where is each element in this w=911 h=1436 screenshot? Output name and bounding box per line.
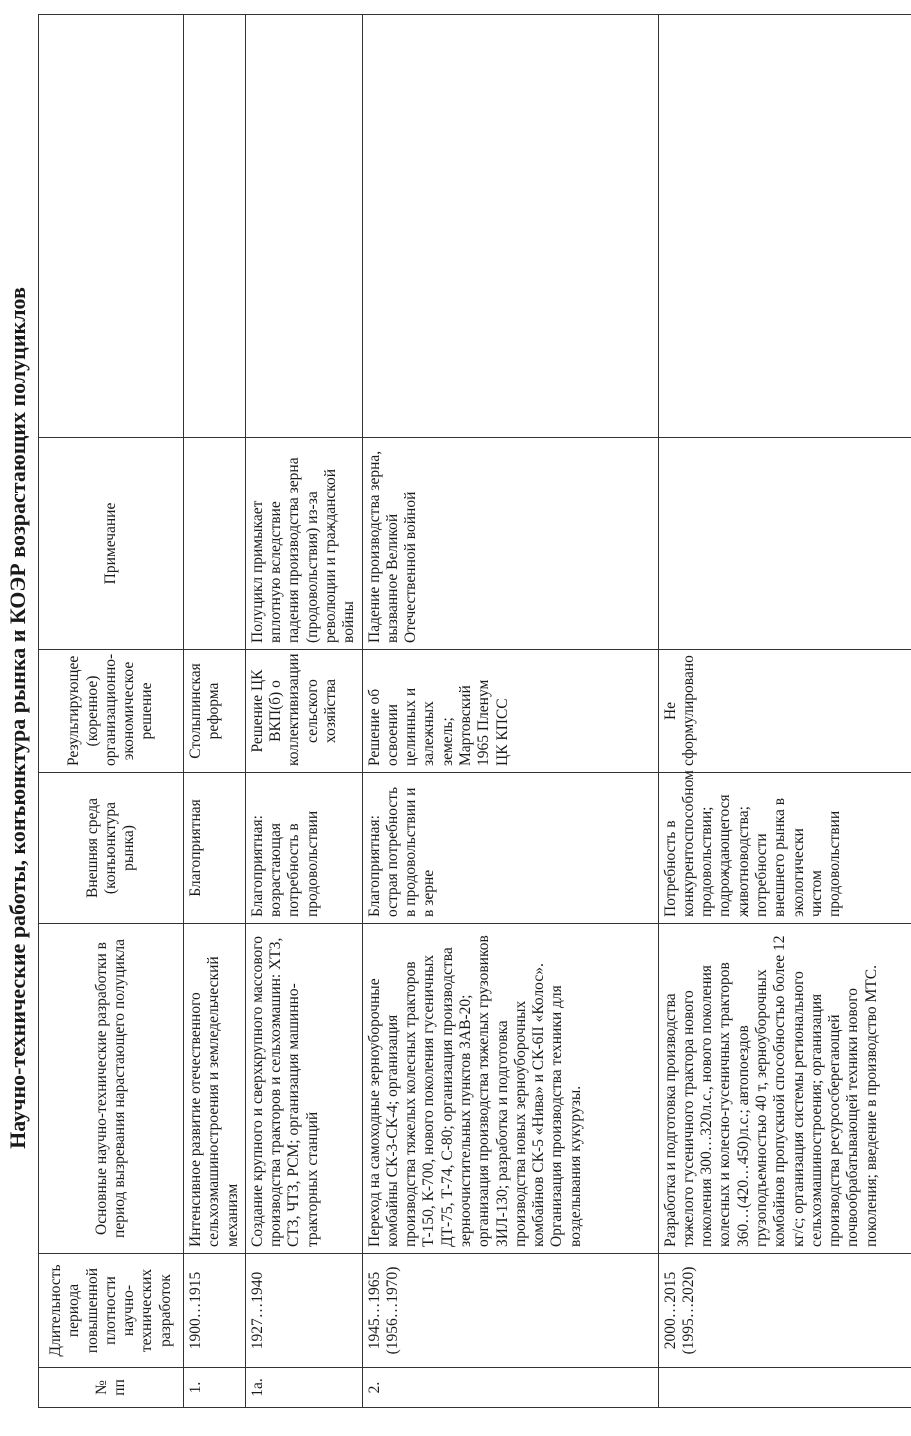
table-header-row <box>39 15 184 1408</box>
row-developments: Разработка и подготовка производства тяжелого гусеничного трактора нового поколения 300…320л.с., нового поколения колесных и колесно-гусеничных тракторов 360…(420…450)л.с.; автопоездов грузоподъемностью 40 т, зерноуборочных комбайнов пропускной способностью более 12 кг/с; организация системы регионального сельхозмашиностроения; организация производства ресурсосберегающей почвообрабатывающей техники нового поколения; введение в производство МТС. <box>658 924 911 1254</box>
row-duration: 1927…1940 <box>245 1254 362 1368</box>
header-note: Примечание <box>39 438 184 650</box>
table-row <box>362 15 658 1408</box>
table-row <box>184 15 246 1408</box>
row-num <box>658 1368 911 1408</box>
row-duration: 1900…1915 <box>184 1254 246 1368</box>
row-empty-cell <box>245 15 362 438</box>
row-note <box>184 438 246 650</box>
row-duration: 1945…1965 <box>365 1271 383 1350</box>
row-note: Полуцикл примыкает вплотную вследствие падения производства зерна (продовольствия) из-за революции и гражданской войны <box>245 438 362 650</box>
row-decision: Не сформулировано <box>658 650 911 773</box>
row-num: 1. <box>184 1368 246 1408</box>
row-environment: Благоприятная <box>184 773 246 924</box>
header-num: № пп <box>39 1368 184 1408</box>
half-cycles-table <box>38 14 911 1408</box>
row-note <box>658 438 911 650</box>
row-num: 2. <box>362 1368 658 1408</box>
row-environment: Потребность в конкурентоспособном продовольствии; подрождающегося животноводства; потребности внешнего рынка в экологически чистом продовольствии <box>658 773 911 924</box>
row-duration: 2000…2015 <box>661 1271 679 1350</box>
header-developments: Основные научно-технические разработки в период вызревания нарастающего полуцикла <box>39 924 184 1254</box>
row-num: 1а. <box>245 1368 362 1408</box>
header-decision: Результирующее (коренное) организационно-экономическое решение <box>39 650 184 773</box>
header-empty <box>39 15 184 438</box>
row-environment: Благоприятная: возрастающая потребность в продовольствии <box>245 773 362 924</box>
row-empty-cell <box>658 15 911 438</box>
row-duration-alt: (1995…2020) <box>679 1266 697 1355</box>
row-duration-cell <box>658 1254 911 1368</box>
header-environment: Внешняя среда (конъюнктура рынка) <box>39 773 184 924</box>
row-developments: Создание крупного и сверхкрупного массового производства тракторов и сельхозмашин: ХТЗ, СТЗ, ЧТЗ, РСМ; организация машинно-тракторных станций <box>245 924 362 1254</box>
document-title: Научно-технические работы, конъюнктура рынка и КОЭР возрастающих полуциклов <box>5 287 30 1149</box>
row-note: Падение производства зерна, вызванное Великой Отечественной войной <box>362 438 658 650</box>
row-decision: Решение об освоении целинных и залежных земель; Мартовский 1965 Пленум ЦК КПСС <box>362 650 658 773</box>
row-empty-cell <box>362 15 658 438</box>
table-row <box>658 15 911 1408</box>
table-row <box>245 15 362 1408</box>
row-duration-cell <box>362 1254 658 1368</box>
row-empty-cell <box>184 15 246 438</box>
row-decision: Столыпинская реформа <box>184 650 246 773</box>
row-decision: Решение ЦК ВКП(б) о коллективизации сельского хозяйства <box>245 650 362 773</box>
row-environment: Благоприятная: острая потребность в продовольствии и в зерне <box>362 773 658 924</box>
header-duration: Длительность периода повышенной плотности научно-технических разработок <box>39 1254 184 1368</box>
row-duration-alt: (1956…1970) <box>383 1266 401 1355</box>
row-developments: Интенсивное развитие отечественного сельхозмашиностроения и земледельческий механизм <box>184 924 246 1254</box>
row-developments: Переход на самоходные зерноуборочные комбайны СК-3-СК-4; организация производства тяжелых колесных тракторов Т-150, К-700, нового поколения гусеничных ДТ-75, Т-74, С-80; организация производства зерноочистительных пунктов ЗАВ-20; организация производства тяжелых грузовиков ЗИЛ-130; разработка и подготовка производства новых зерноуборочных комбайнов СК-5 «Нива» и СК-6II «Колос». Организация производства техники для возделывания кукурузы. <box>362 924 658 1254</box>
